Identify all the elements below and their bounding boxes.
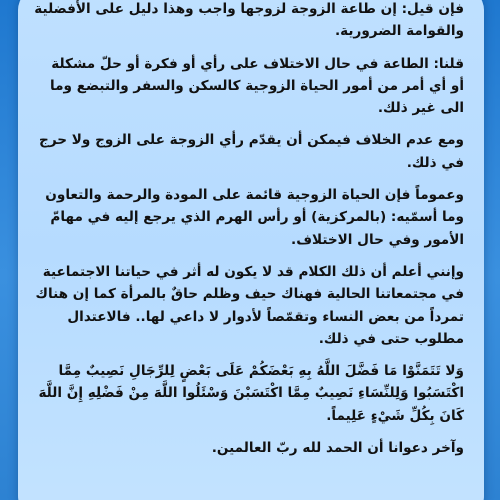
paragraph-reply: قلنا: الطاعة في حال الاختلاف على رأي أو فكرة أو حلّ مشكلة أو أي أمر من أمور الحياة الزوجية كالسكن والسفر والتبضع وما الى غير ذلك. [50,55,464,117]
paragraph-no-disagreement: ومع عدم الخلاف فيمكن أن يقدّم رأي الزوجة على الزوج ولا حرج في ذلك. [39,132,464,171]
closing-line: وآخر دعوانا أن الحمد لله ربّ العالمين. [211,440,464,457]
quran-verse: وَلا تَتَمَنَّوْا مَا فَضَّلَ اللَّهُ بِهِ بَعْضَكُمْ عَلَى بَعْضٍ لِلرِّجَالِ نَصِيبٌ مِمَّا اكْتَسَبُوا وَلِلنِّسَاءِ نَصِيبٌ مِمَّا اكْتَسَبْنَ وَسْئَلُوا اللَّهَ مِنْ فَضْلِهِ إِنَّ اللَّهَ كَانَ بِكُلِّ شَيْءٍ عَلِيماً. [38,363,464,424]
paragraph-society: وإنني أعلم أن ذلك الكلام قد لا يكون له أثر في حياتنا الاجتماعية في مجتمعاتنا الحالية فهناك حيف وظلم حاقٌ بالمرأة كما إن هناك تمرداً من بعض النساء وتقمّصاً لأدوار لا داعي لها.. فالاعتدال مطلوب حتى في ذلك. [35,263,464,347]
paragraph-objection: فإن قيل: إن طاعة الزوجة لزوجها واجب وهذا دليل على الأفضلية والقوامة الضرورية. [34,1,464,40]
article-body [34,0,464,469]
paragraph-general: وعموماً فإن الحياة الزوجية قائمة على المودة والرحمة والتعاون وما أسمّيه: (بالمركزية) أو رأس الهرم الذي يرجع إليه في مهامّ الأمور وفي حال الاختلاف. [45,187,464,248]
